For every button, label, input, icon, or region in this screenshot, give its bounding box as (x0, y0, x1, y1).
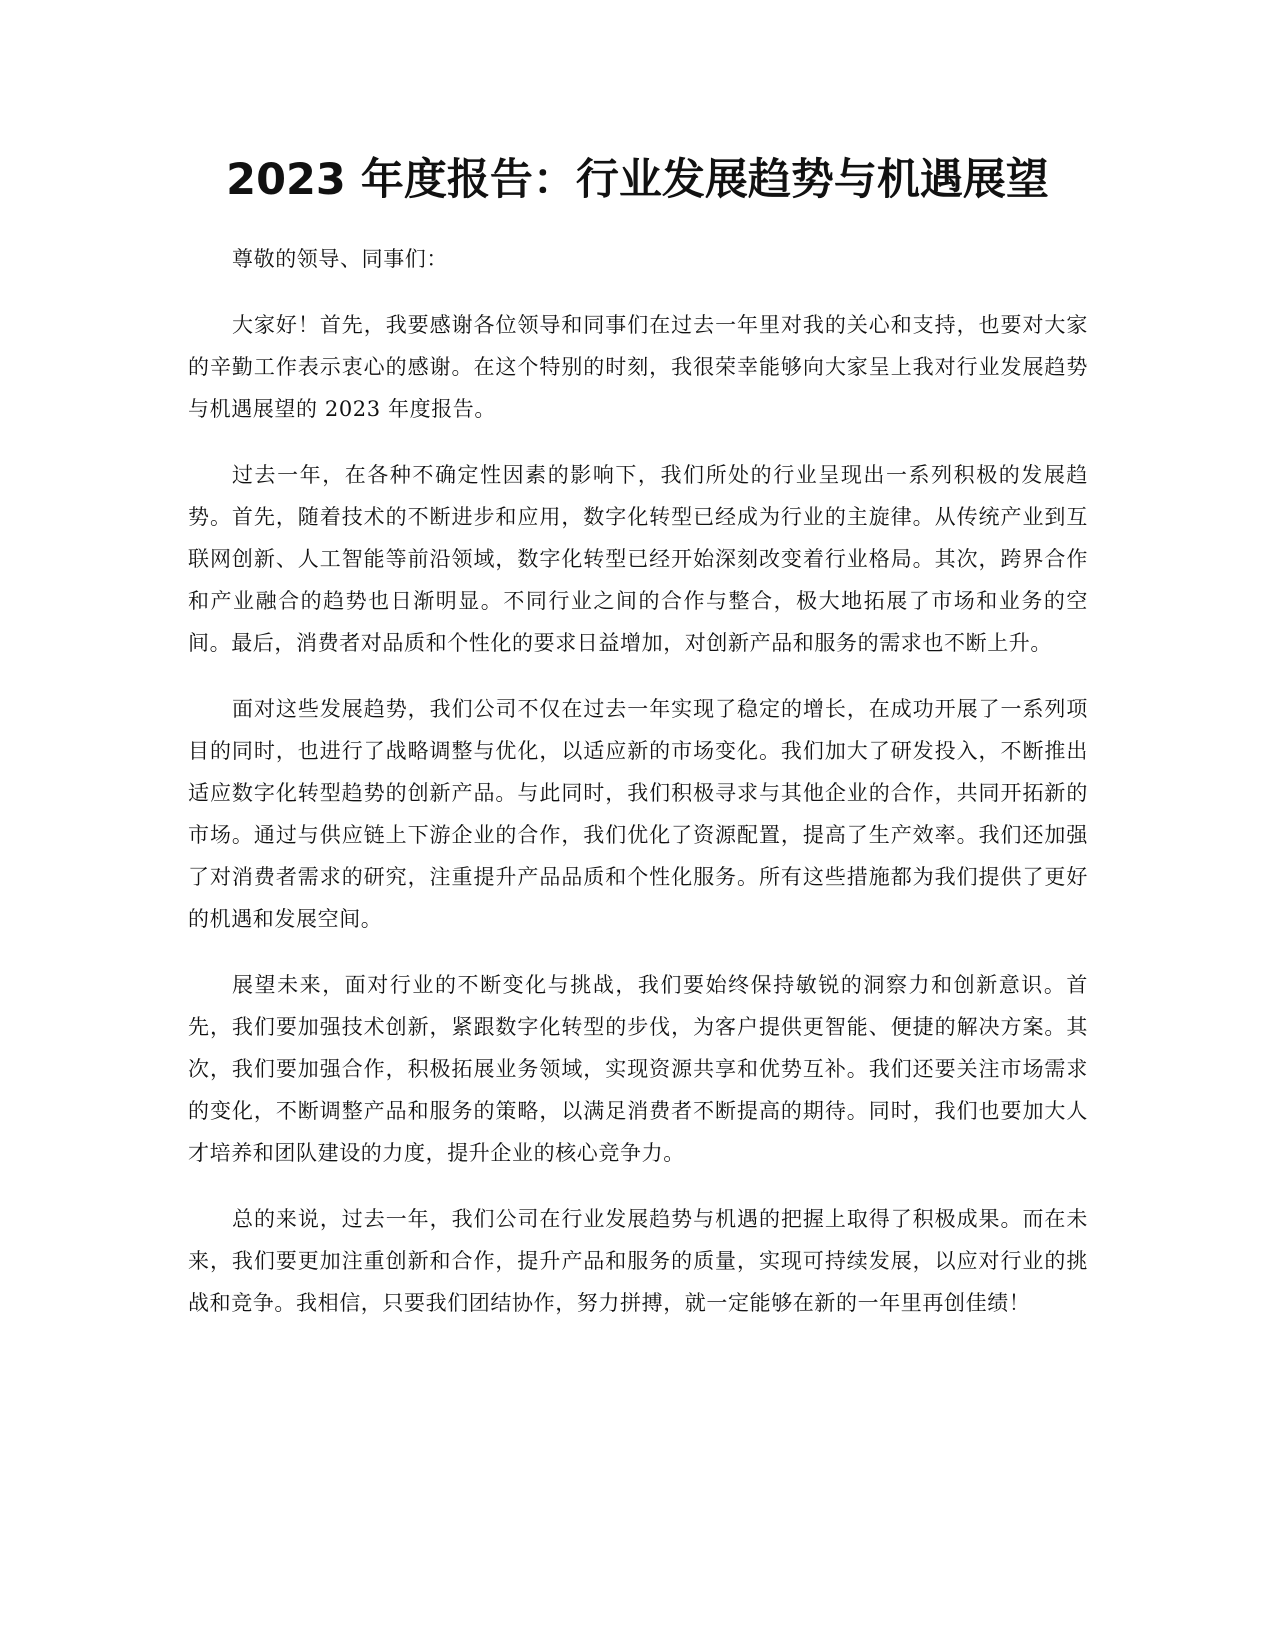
paragraph-industry-trends: 过去一年，在各种不确定性因素的影响下，我们所处的行业呈现出一系列积极的发展趋势。首先，随着技术的不断进步和应用，数字化转型已经成为行业的主旋律。从传统产业到互联网创新、人工智能等前沿领域，数字化转型已经开始深刻改变着行业格局。其次，跨界合作和产业融合的趋势也日渐明显。不同行业之间的合作与整合，极大地拓展了市场和业务的空间。最后，消费者对品质和个性化的要求日益增加，对创新产品和服务的需求也不断上升。 (188, 463, 1088, 655)
page-title: 2023 年度报告：行业发展趋势与机遇展望 (226, 155, 1049, 205)
paragraph-company-actions: 面对这些发展趋势，我们公司不仅在过去一年实现了稳定的增长，在成功开展了一系列项目的同时，也进行了战略调整与优化，以适应新的市场变化。我们加大了研发投入，不断推出适应数字化转型趋势的创新产品。与此同时，我们积极寻求与其他企业的合作，共同开拓新的市场。通过与供应链上下游企业的合作，我们优化了资源配置，提高了生产效率。我们还加强了对消费者需求的研究，注重提升产品品质和个性化服务。所有这些措施都为我们提供了更好的机遇和发展空间。 (188, 697, 1088, 931)
document-body (188, 238, 1088, 1348)
paragraph-greeting: 大家好！首先，我要感谢各位领导和同事们在过去一年里对我的关心和支持，也要对大家的辛勤工作表示衷心的感谢。在这个特别的时刻，我很荣幸能够向大家呈上我对行业发展趋势与机遇展望的 2023 年度报告。 (188, 313, 1088, 421)
paragraph-outlook: 展望未来，面对行业的不断变化与挑战，我们要始终保持敏锐的洞察力和创新意识。首先，我们要加强技术创新，紧跟数字化转型的步伐，为客户提供更智能、便捷的解决方案。其次，我们要加强合作，积极拓展业务领域，实现资源共享和优势互补。我们还要关注市场需求的变化，不断调整产品和服务的策略，以满足消费者不断提高的期待。同时，我们也要加大人才培养和团队建设的力度，提升企业的核心竞争力。 (188, 973, 1088, 1165)
paragraph-conclusion: 总的来说，过去一年，我们公司在行业发展趋势与机遇的把握上取得了积极成果。而在未来，我们要更加注重创新和合作，提升产品和服务的质量，实现可持续发展，以应对行业的挑战和竞争。我相信，只要我们团结协作，努力拼搏，就一定能够在新的一年里再创佳绩！ (188, 1207, 1088, 1315)
salutation: 尊敬的领导、同事们： (232, 247, 448, 271)
